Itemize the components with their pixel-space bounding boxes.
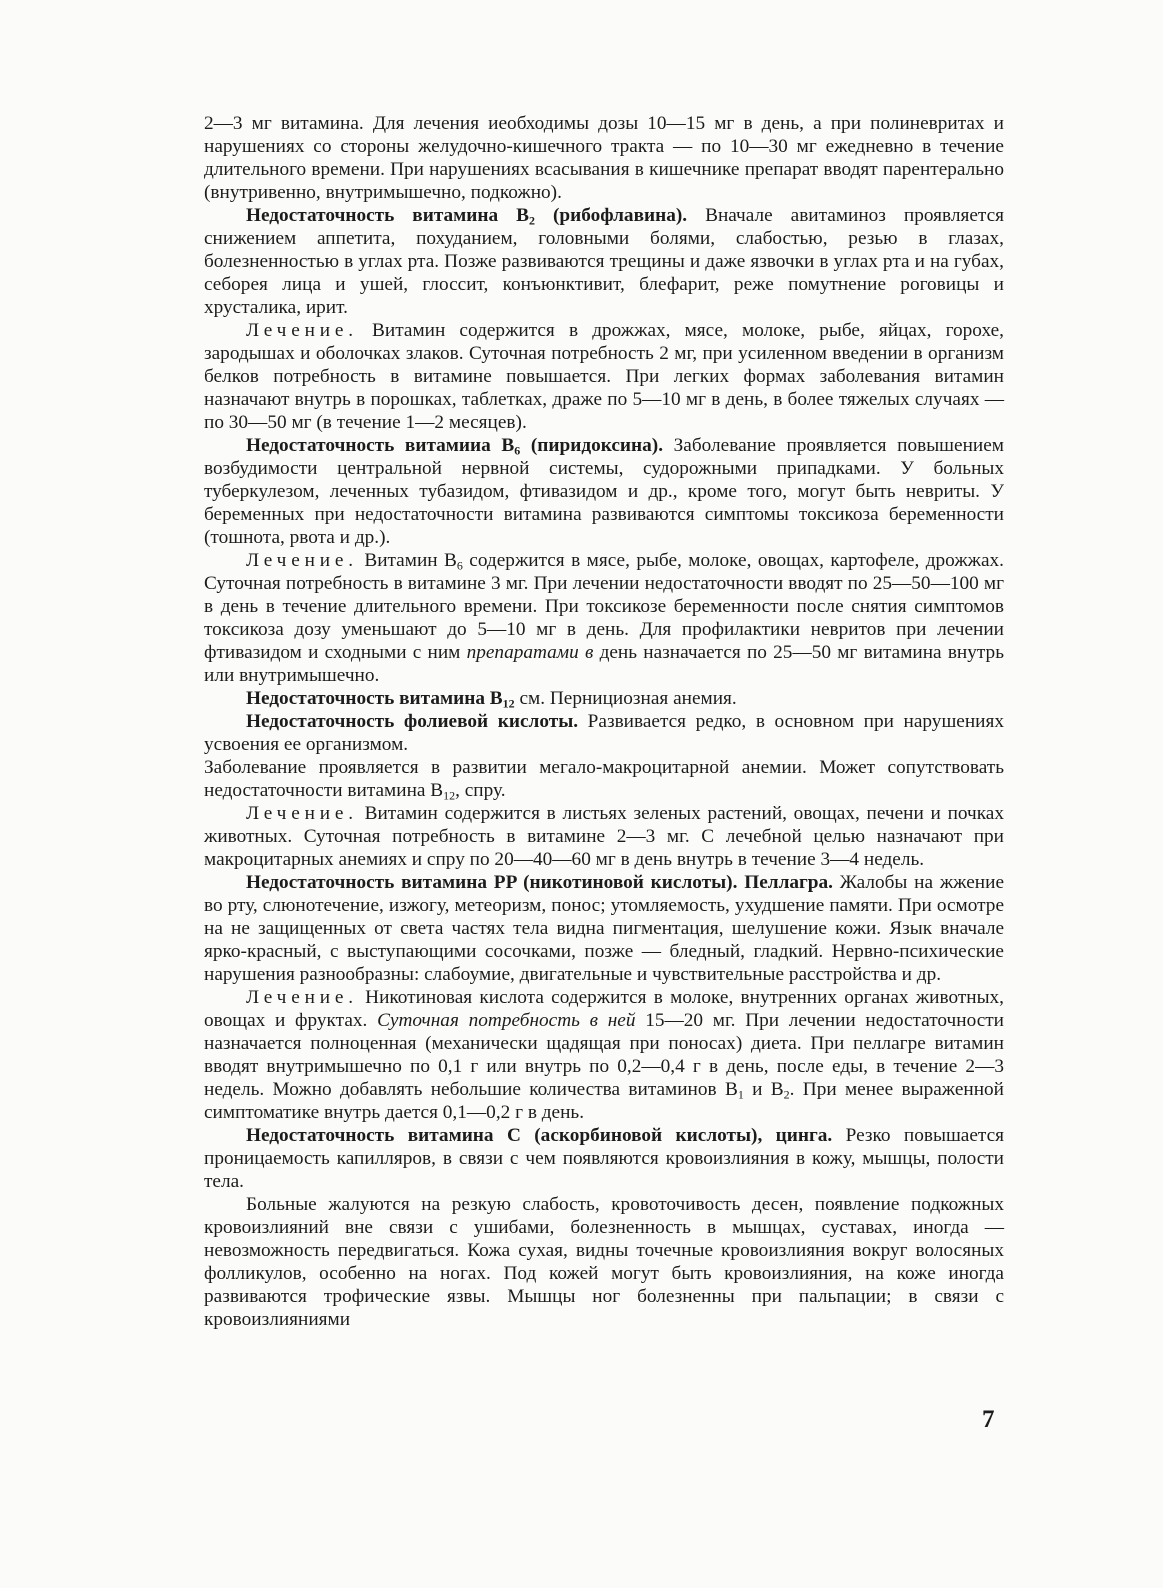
heading-vitamin-b2: Недостаточность витамина $B_2$ (рибофлавина). bbox=[246, 205, 688, 228]
paragraph-vitamin-b6-treatment: Лечение. Витамин $B_6$ содержится в мясе, рыбе, молоке, овощах, картофеле, дрожжах. Суточная потребность в витамине 3 мг. При лечении недостаточности вводят по 25—50—100 мг в день в течение длительного времени. При токсикозе беременности после снятия симптомов токсикоза дозу уменьшают до 5—10 мг в день. Для профилактики невритов при лечении фтивазидом и сходными с ним препаратами в день назначается по 25—50 мг витамина внутрь или внутримышечно. bbox=[204, 550, 1004, 686]
treatment-label: Лечение. bbox=[246, 320, 358, 341]
paragraph-vitamin-b12-deficiency: Недостаточность витамина $B_{12}$ см. Пернициозная анемия. bbox=[246, 688, 737, 711]
treatment-label: Лечение. bbox=[246, 987, 358, 1008]
paragraph-folic-acid-treatment: Лечение. Витамин содержится в листьях зеленых растений, овощах, печени и почках животных. Суточная потребность в витамине 2—3 мг. С лечебной целью назначают при макроцитарных анемиях и спру по 20—40—60 мг в день внутрь в течение 3—4 недель. bbox=[204, 803, 1004, 870]
paragraph-folic-acid-deficiency: Недостаточность фолиевой кислоты. Развивается редко, в основном при нарушениях усвоения ее организмом. bbox=[204, 711, 1004, 755]
paragraph-vitamin-b6-deficiency: Недостаточность витамииа $B_6$ (пиридоксина). Заболевание проявляется повышением возбудимости центральной нервной системы, судорожными припадками. У больных туберкулезом, леченных тубазидом, фтивазидом и др., кроме того, могут быть невриты. У беременных при недостаточности витамина развиваются симптомы токсикоза беременности (тошнота, рвота и др.). bbox=[204, 435, 1004, 548]
paragraph-folic-acid-disease: Заболевание проявляется в развитии мегало-макроцитарной анемии. Может сопутствовать недостаточности витамина $B_{12}$, спру. bbox=[204, 757, 1004, 803]
page-number: 7 bbox=[982, 1406, 995, 1433]
paragraph-vitamin-b2-treatment: Лечение. Витамин содержится в дрожжах, мясе, молоке, рыбе, яйцах, горохе, зародышах и оболочках злаков. Суточная потребность 2 мг, при усиленном введении в организм белков потребность в витамине повышается. При легких формах заболевания витамин назначают внутрь в порошках, таблетках, драже по 5—10 мг в день, в более тяжелых случаях — по 30—50 мг (в течение 1—2 месяцев). bbox=[204, 320, 1004, 433]
paragraph-vitamin-c-symptoms: Больные жалуются на резкую слабость, кровоточивость десен, появление подкожных кровоизлияний вне связи с ушибами, болезненность в мышцах, суставах, иногда — невозможность передвигаться. Кожа сухая, видны точечные кровоизлияния вокруг волосяных фолликулов, особенно на ногах. Под кожей могут быть кровоизлияния, на коже иногда развиваются трофические язвы. Мышцы ног болезненны при пальпации; в связи с кровоизлияниями bbox=[204, 1194, 1004, 1330]
treatment-label: Лечение. bbox=[246, 550, 358, 571]
paragraph-vitamin-pp-deficiency: Недостаточность витамина PP (никотиновой кислоты). Пеллагра. Жалобы на жжение во рту, слюнотечение, изжогу, метеоризм, понос; утомляемость, ухудшение памяти. При осмотре на не защищенных от света частях тела видна пигментация, шелушение кожи. Язык вначале ярко-красный, с выступающими сосочками, позже — бледный, гладкий. Нервно-психические нарушения разнообразны: слабоумие, двигательные и чувствительные расстройства и др. bbox=[204, 872, 1005, 985]
page-text-column bbox=[204, 112, 1004, 1331]
paragraph-vitamin-b2-deficiency: Недостаточность витамина $B_2$ (рибофлавина). Вначале авитаминоз проявляется снижением аппетита, похуданием, головными болями, слабостью, резью в глазах, болезненностью в углах рта. Позже развиваются трещины и даже язвочки в углах рта и на губах, себорея лица и ушей, глоссит, конъюнктивит, блефарит, реже помутнение роговицы и хрусталика, ирит. bbox=[204, 205, 1004, 318]
paragraph-vitamin-c-deficiency: Недостаточность витамина C (аскорбиновой кислоты), цинга. Резко повышается проницаемость капилляров, в связи с чем появляются кровоизлияния в кожу, мышцы, полости тела. bbox=[204, 1125, 1004, 1192]
paragraph-vitamin-pp-treatment: Лечение. Никотиновая кислота содержится в молоке, внутренних органах животных, овощах и фруктах. Суточная потребность в ней 15—20 мг. При лечении недостаточности назначается полноценная (механически щадящая при поносах) диета. При пеллагре витамин вводят внутримышечно по 0,1 г или внутрь по 0,2—0,4 г в день, после еды, в течение 2—3 недель. Можно добавлять небольшие количества витаминов $B_1$ и $B_2$. При менее выраженной симптоматике внутрь дается 0,1—0,2 г в день. bbox=[204, 987, 1004, 1123]
paragraph-vitamin-b1-treatment-continued: 2—3 мг витамина. Для лечения иеобходимы дозы 10—15 мг в день, а при полиневритах и нарушениях со стороны желудочно-кишечного тракта — по 10—30 мг ежедневно в течение длительного времени. При нарушениях всасывания в кишечнике препарат вводят парентерально (внутривенно, внутримышечно, подкожно). bbox=[204, 113, 1004, 203]
heading-vitamin-pp: Недостаточность витамина PP (никотиновой кислоты). Пеллагра. bbox=[246, 872, 833, 893]
heading-vitamin-c: Недостаточность витамина C (аскорбиновой кислоты), цинга. bbox=[246, 1125, 833, 1146]
heading-folic-acid: Недостаточность фолиевой кислоты. bbox=[246, 711, 579, 732]
heading-vitamin-b12: Недостаточность витамина $B_{12}$ bbox=[246, 688, 515, 711]
treatment-label: Лечение. bbox=[246, 803, 358, 824]
heading-vitamin-b6: Недостаточность витамииа $B_6$ (пиридоксина). bbox=[246, 435, 664, 458]
